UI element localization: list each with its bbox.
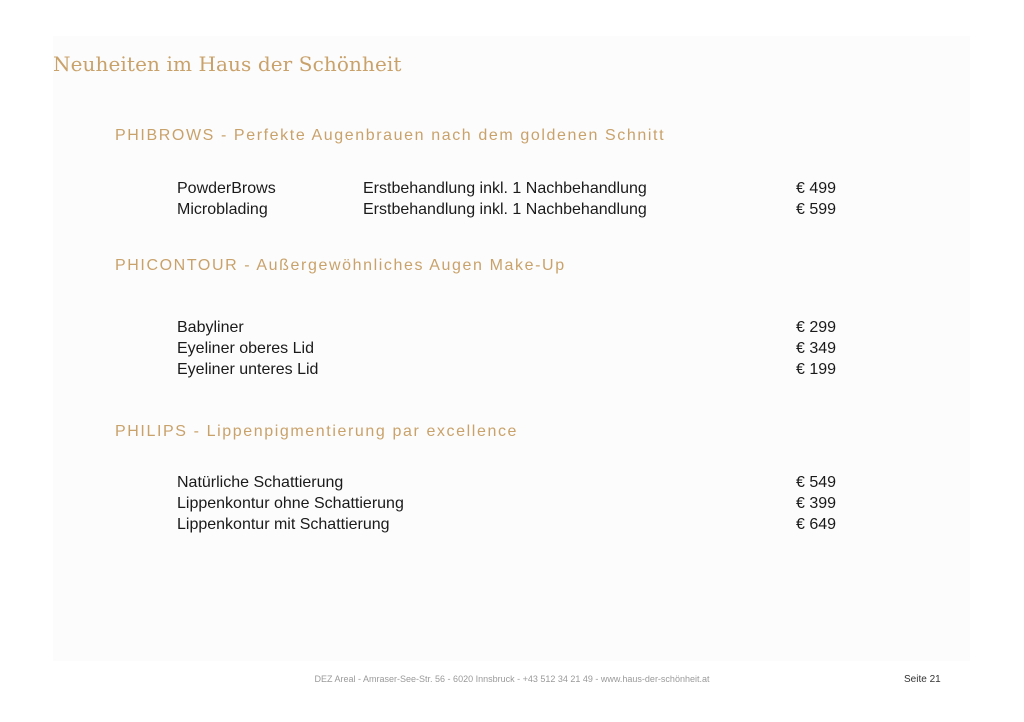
page-title: Neuheiten im Haus der Schönheit bbox=[53, 52, 402, 76]
section-heading-phibrows: PHIBROWS - Perfekte Augenbrauen nach dem goldenen Schnitt bbox=[115, 127, 666, 144]
section-heading-phicontour: PHICONTOUR - Außergewöhnliches Augen Make-Up bbox=[115, 257, 566, 274]
service-name: Eyeliner unteres Lid bbox=[177, 361, 319, 378]
service-name: PowderBrows bbox=[177, 180, 276, 197]
service-description: Erstbehandlung inkl. 1 Nachbehandlung bbox=[363, 201, 647, 218]
price-row bbox=[0, 201, 1024, 222]
service-price: € 599 bbox=[796, 201, 837, 218]
page-number: Seite 21 bbox=[904, 674, 941, 685]
price-row bbox=[0, 516, 1024, 537]
service-price: € 549 bbox=[796, 474, 837, 491]
service-name: Lippenkontur mit Schattierung bbox=[177, 516, 390, 533]
section-heading-philips: PHILIPS - Lippenpigmentierung par excellence bbox=[115, 423, 519, 440]
service-description: Erstbehandlung inkl. 1 Nachbehandlung bbox=[363, 180, 647, 197]
service-name: Natürliche Schattierung bbox=[177, 474, 344, 491]
service-price: € 499 bbox=[796, 180, 837, 197]
price-row bbox=[0, 474, 1024, 495]
service-price: € 399 bbox=[796, 495, 837, 512]
price-row bbox=[0, 319, 1024, 340]
price-row bbox=[0, 361, 1024, 382]
footer-address: DEZ Areal - Amraser-See-Str. 56 - 6020 Innsbruck - +43 512 34 21 49 - www.haus-der-schönheit.at bbox=[314, 674, 710, 684]
service-price: € 649 bbox=[796, 516, 837, 533]
service-name: Eyeliner oberes Lid bbox=[177, 340, 314, 357]
price-row bbox=[0, 495, 1024, 516]
service-name: Babyliner bbox=[177, 319, 244, 336]
price-row bbox=[0, 180, 1024, 201]
service-price: € 299 bbox=[796, 319, 837, 336]
service-price: € 349 bbox=[796, 340, 837, 357]
price-row bbox=[0, 340, 1024, 361]
service-name: Microblading bbox=[177, 201, 268, 218]
service-name: Lippenkontur ohne Schattierung bbox=[177, 495, 404, 512]
service-price: € 199 bbox=[796, 361, 837, 378]
